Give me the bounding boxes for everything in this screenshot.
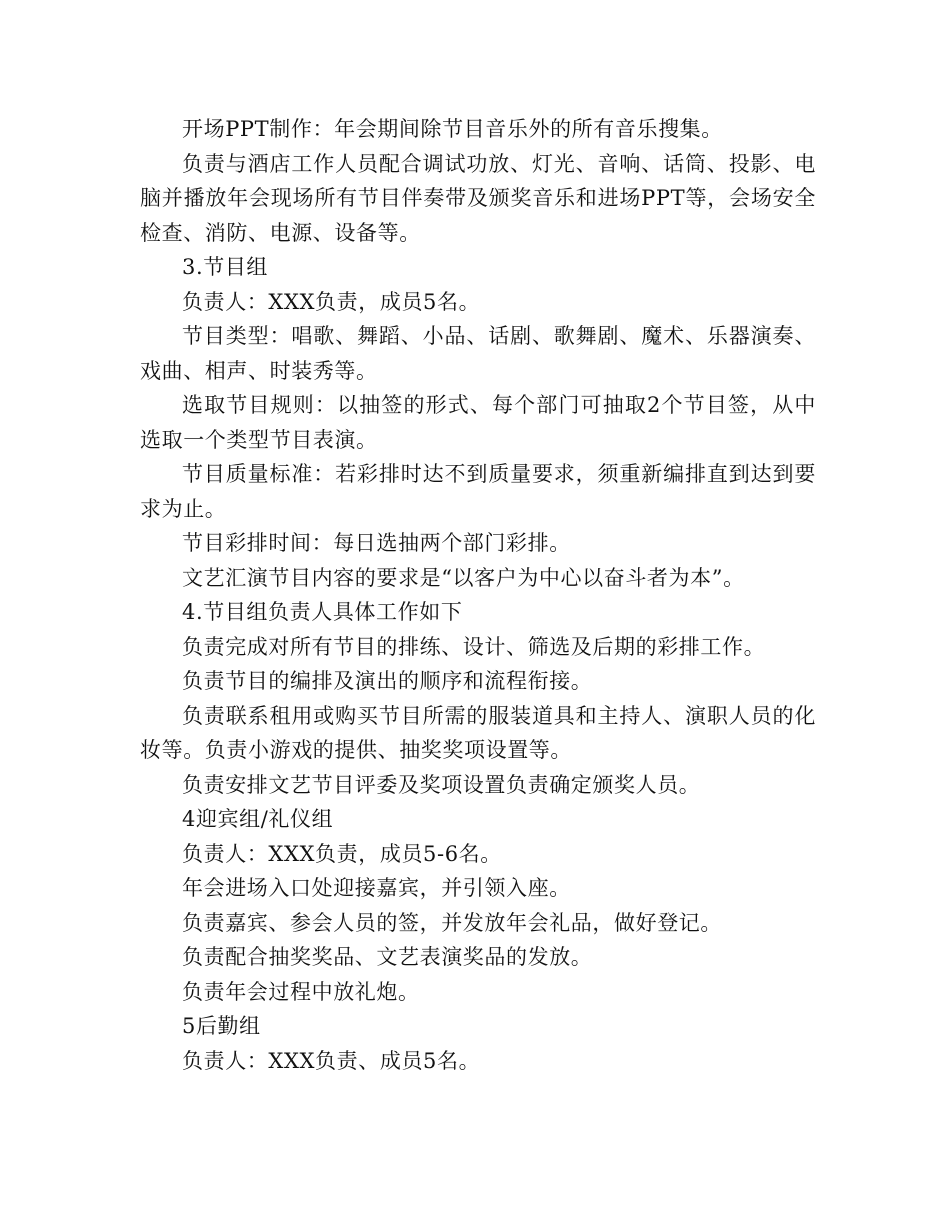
paragraph: 文艺汇演节目内容的要求是“以客户为中心以奋斗者为本”。	[182, 565, 745, 590]
document-body	[140, 112, 816, 1078]
paragraph: 负责人：XXX负责，成员5-6名。	[182, 841, 502, 866]
paragraph: 年会进场入口处迎接嘉宾，并引领入座。	[182, 876, 571, 900]
section-heading: 4.节目组负责人具体工作如下	[182, 600, 463, 624]
paragraph: 负责嘉宾、参会人员的签，并发放年会礼品，做好登记。	[182, 910, 722, 935]
paragraph: 节目彩排时间：每日选抽两个部门彩排。	[182, 531, 571, 555]
paragraph: 负责人：XXX负责，成员5名。	[182, 289, 481, 314]
section-heading: 5后勤组	[182, 1014, 261, 1038]
paragraph: 负责联系租用或购买节目所需的服装道具和主持人、演职人员的化妆等。负责小游戏的提供、抽奖奖项设置等。	[140, 703, 816, 762]
paragraph: 负责年会过程中放礼炮。	[182, 979, 420, 1004]
paragraph: 节目质量标准：若彩排时达不到质量要求，须重新编排直到达到要求为止。	[140, 462, 816, 521]
paragraph: 负责人：XXX负责、成员5名。	[182, 1048, 481, 1073]
section-heading: 3.节目组	[182, 255, 269, 279]
paragraph: 负责节目的编排及演出的顺序和流程衔接。	[182, 669, 593, 693]
paragraph: 选取节目规则：以抽签的形式、每个部门可抽取2个节目签，从中选取一个类型节目表演。	[140, 393, 816, 452]
paragraph: 开场PPT制作：年会期间除节目音乐外的所有音乐搜集。	[182, 117, 723, 141]
paragraph: 负责与酒店工作人员配合调试功放、灯光、音响、话筒、投影、电脑并播放年会现场所有节目伴奏带及颁奖音乐和进场PPT等，会场安全检查、消防、电源、设备等。	[140, 151, 816, 245]
paragraph: 节目类型：唱歌、舞蹈、小品、话剧、歌舞剧、魔术、乐器演奏、戏曲、相声、时装秀等。	[140, 324, 816, 383]
paragraph: 负责完成对所有节目的排练、设计、筛选及后期的彩排工作。	[182, 634, 766, 659]
paragraph: 负责配合抽奖奖品、文艺表演奖品的发放。	[182, 945, 593, 969]
section-heading: 4迎宾组/礼仪组	[182, 807, 334, 831]
paragraph: 负责安排文艺节目评委及奖项设置负责确定颁奖人员。	[182, 772, 701, 797]
